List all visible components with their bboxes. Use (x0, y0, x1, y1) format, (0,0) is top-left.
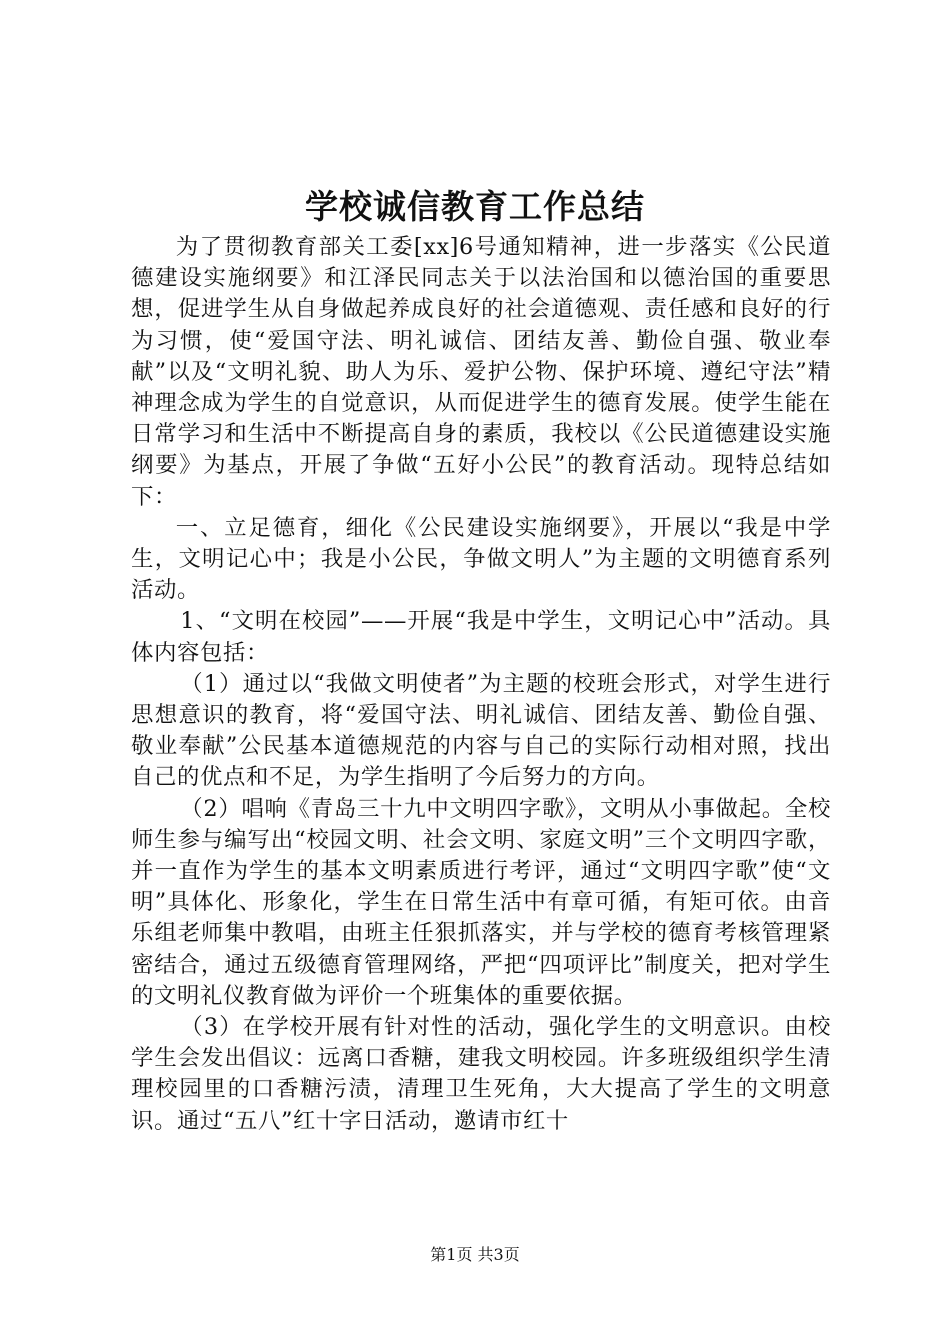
document-body (131, 232, 831, 1137)
paragraph-item-1: 1、“文明在校园”——开展“我是中学生，文明记心中”活动。具体内容包括： (131, 608, 831, 666)
paragraph-item-1-2: （2）唱响《青岛三十九中文明四字歌》，文明从小事做起。全校师生参与编写出“校园文明、社会文明、家庭文明”三个文明四字歌，并一直作为学生的基本文明素质进行考评，通过“文明四字歌”使“文明”具体化、形象化，学生在日常生活中有章可循，有矩可依。由音乐组老师集中教唱，由班主任狠抓落实，并与学校的德育考核管理紧密结合，通过五级德育管理网络，严把“四项评比”制度关，把对学生的文明礼仪教育做为评价一个班集体的重要依据。 (131, 795, 831, 1009)
page-number-footer: 第1页 共3页 (430, 1245, 520, 1264)
paragraph-intro: 为了贯彻教育部关工委[xx]6号通知精神，进一步落实《公民道德建设实施纲要》和江泽民同志关于以法治国和以德治国的重要思想，促进学生从自身做起养成良好的社会道德观、责任感和良好的行为习惯，使“爱国守法、明礼诚信、团结友善、勤俭自强、敬业奉献”以及“文明礼貌、助人为乐、爱护公物、保护环境、遵纪守法”精神理念成为学生的自觉意识，从而促进学生的德育发展。使学生能在日常学习和生活中不断提高自身的素质，我校以《公民道德建设实施纲要》为基点，开展了争做“五好小公民”的教育活动。现特总结如下： (131, 234, 831, 510)
paragraph-item-1-3: （3）在学校开展有针对性的活动，强化学生的文明意识。由校学生会发出倡议：远离口香糖，建我文明校园。许多班级组织学生清理校园里的口香糖污渍，清理卫生死角，大大提高了学生的文明意识。通过“五八”红十字日活动，邀请市红十 (131, 1014, 831, 1134)
document-title: 学校诚信教育工作总结 (305, 187, 645, 226)
paragraph-item-1-1: （1）通过以“我做文明使者”为主题的校班会形式，对学生进行思想意识的教育，将“爱国守法、明礼诚信、团结友善、勤俭自强、敬业奉献”公民基本道德规范的内容与自己的实际行动相对照，找出自己的优点和不足，为学生指明了今后努力的方向。 (131, 670, 831, 791)
paragraph-section-one: 一、立足德育，细化《公民建设实施纲要》，开展以“我是中学生，文明记心中；我是小公民，争做文明人”为主题的文明德育系列活动。 (131, 514, 831, 604)
